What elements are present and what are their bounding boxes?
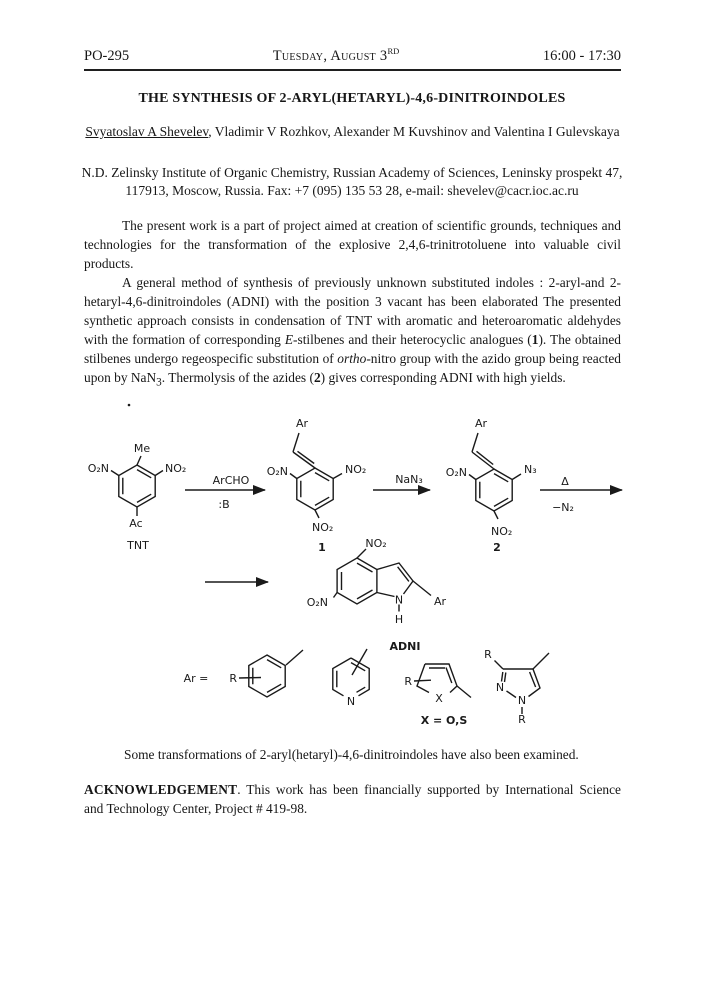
nitro-label: O₂N <box>87 462 109 475</box>
nitro-label: NO₂ <box>345 463 367 476</box>
r-label: R <box>229 672 237 685</box>
nitro-label: O₂N <box>306 596 328 609</box>
heteroatom-label: X <box>435 692 443 705</box>
methyl-label: Me <box>133 442 151 455</box>
acknowledgement-heading: ACKNOWLEDGEMENT <box>84 782 238 797</box>
compound-number: 2 <box>493 541 501 554</box>
adni-name: ADNI <box>389 640 421 653</box>
paragraph-1: The present work is a part of project aimed at creation of scientific grounds, techniques and technologies for the transformation of the explosive 2,4,6-trinitrotoluene into valuable civil products. <box>84 218 621 271</box>
aryl-pyrazole <box>484 648 549 726</box>
delta-label: Δ <box>561 475 569 488</box>
structure-tnt <box>88 442 187 552</box>
page-header <box>84 46 621 65</box>
page-title: THE SYNTHESIS OF 2-ARYL(HETARYL)-4,6-DINITROINDOLES <box>138 91 566 106</box>
stray-dot <box>128 404 131 407</box>
structure-adni <box>307 537 447 653</box>
nitrogen-label: N <box>346 695 356 708</box>
tnt-name: TNT <box>127 539 149 552</box>
nitrogen-label: N <box>517 694 527 707</box>
arrow-nan3 <box>373 473 430 490</box>
authors-line <box>84 123 621 141</box>
session-date: Tuesday, August 3RD <box>272 46 400 64</box>
nitro-label: NO₂ <box>165 462 187 475</box>
nitro-label: O₂N <box>266 465 288 478</box>
closing-sentence: Some transformations of 2-aryl(hetaryl)-4,6-dinitroindoles have also been examined. <box>124 747 579 762</box>
structure-compound-2 <box>446 417 537 554</box>
r-label: R <box>518 713 526 726</box>
ar-equals-label: Ar = <box>183 672 209 685</box>
header-rule <box>84 69 621 71</box>
acknowledgement: ACKNOWLEDGEMENT. This work has been financially supported by International Science and Technology Center, Project # 419-98. <box>84 782 621 816</box>
nitro-label: NO₂ <box>491 525 513 538</box>
azide-label: N₃ <box>524 463 537 476</box>
r-label: R <box>404 675 412 688</box>
hydrogen-label: H <box>394 613 404 626</box>
aryl-label: Ar <box>474 417 488 430</box>
aryl-furan-thiophene <box>404 664 471 727</box>
reagent-label: NaN₃ <box>395 473 423 486</box>
ac-label: Ac <box>129 517 143 530</box>
base-label: :B <box>218 498 230 511</box>
nitro-label: NO₂ <box>312 521 334 534</box>
minus-n2-label: −N₂ <box>552 501 574 514</box>
compound-number: 1 <box>318 541 326 554</box>
arrow-archo <box>185 474 265 511</box>
poster-code: PO-295 <box>84 47 130 64</box>
aryl-benzene <box>229 650 303 697</box>
reagent-label: ArCHO <box>212 474 250 487</box>
reaction-scheme <box>60 400 660 750</box>
arrow-thermolysis <box>540 475 622 514</box>
nitro-label: NO₂ <box>365 537 387 550</box>
aryl-label: Ar <box>433 595 447 608</box>
abstract-body <box>84 216 621 393</box>
paragraph-2: A general method of synthesis of previously unknown substituted indoles : 2-aryl-and 2-hetaryl-4,6-dinitroindoles (ADNI) with the position 3 vacant has been elaborated The presented synthetic approach consists in condensation of TNT with aromatic and heteroaromatic aldehydes with the formation of corresponding E-stilbenes and their heterocyclic analogues (1). The obtained stilbenes undergo regeospecific substitution of ortho-nitro group with the azido group being reacted upon by NaN$_3$. Thermolysis of the azides (2) gives corresponding ADNI with high yields. <box>84 275 622 389</box>
aryl-definitions <box>184 648 549 727</box>
r-label: R <box>484 648 492 661</box>
nitro-label: O₂N <box>445 466 467 479</box>
structure-compound-1 <box>267 417 367 554</box>
nitrogen-label: N <box>495 681 505 694</box>
nitrogen-label: N <box>394 593 404 607</box>
session-time: 16:00 - 17:30 <box>542 47 621 64</box>
affiliation: N.D. Zelinsky Institute of Organic Chemistry, Russian Academy of Sciences, Leninsky prospekt 47, 117913, Moscow, Russia. Fax: +7 (095) 135 53 28, e-mail: shevelev@cacr.ioc.ac.ru <box>81 165 623 198</box>
aryl-label: Ar <box>295 417 309 430</box>
date-ordinal: RD <box>387 46 400 56</box>
aryl-pyridine <box>333 649 369 708</box>
authors-rest: , Vladimir V Rozhkov, Alexander M Kuvshinov and Valentina I Gulevskaya <box>208 124 620 139</box>
author-presenting: Svyatoslav A Shevelev <box>85 124 209 139</box>
x-definition: X = O,S <box>420 714 468 727</box>
